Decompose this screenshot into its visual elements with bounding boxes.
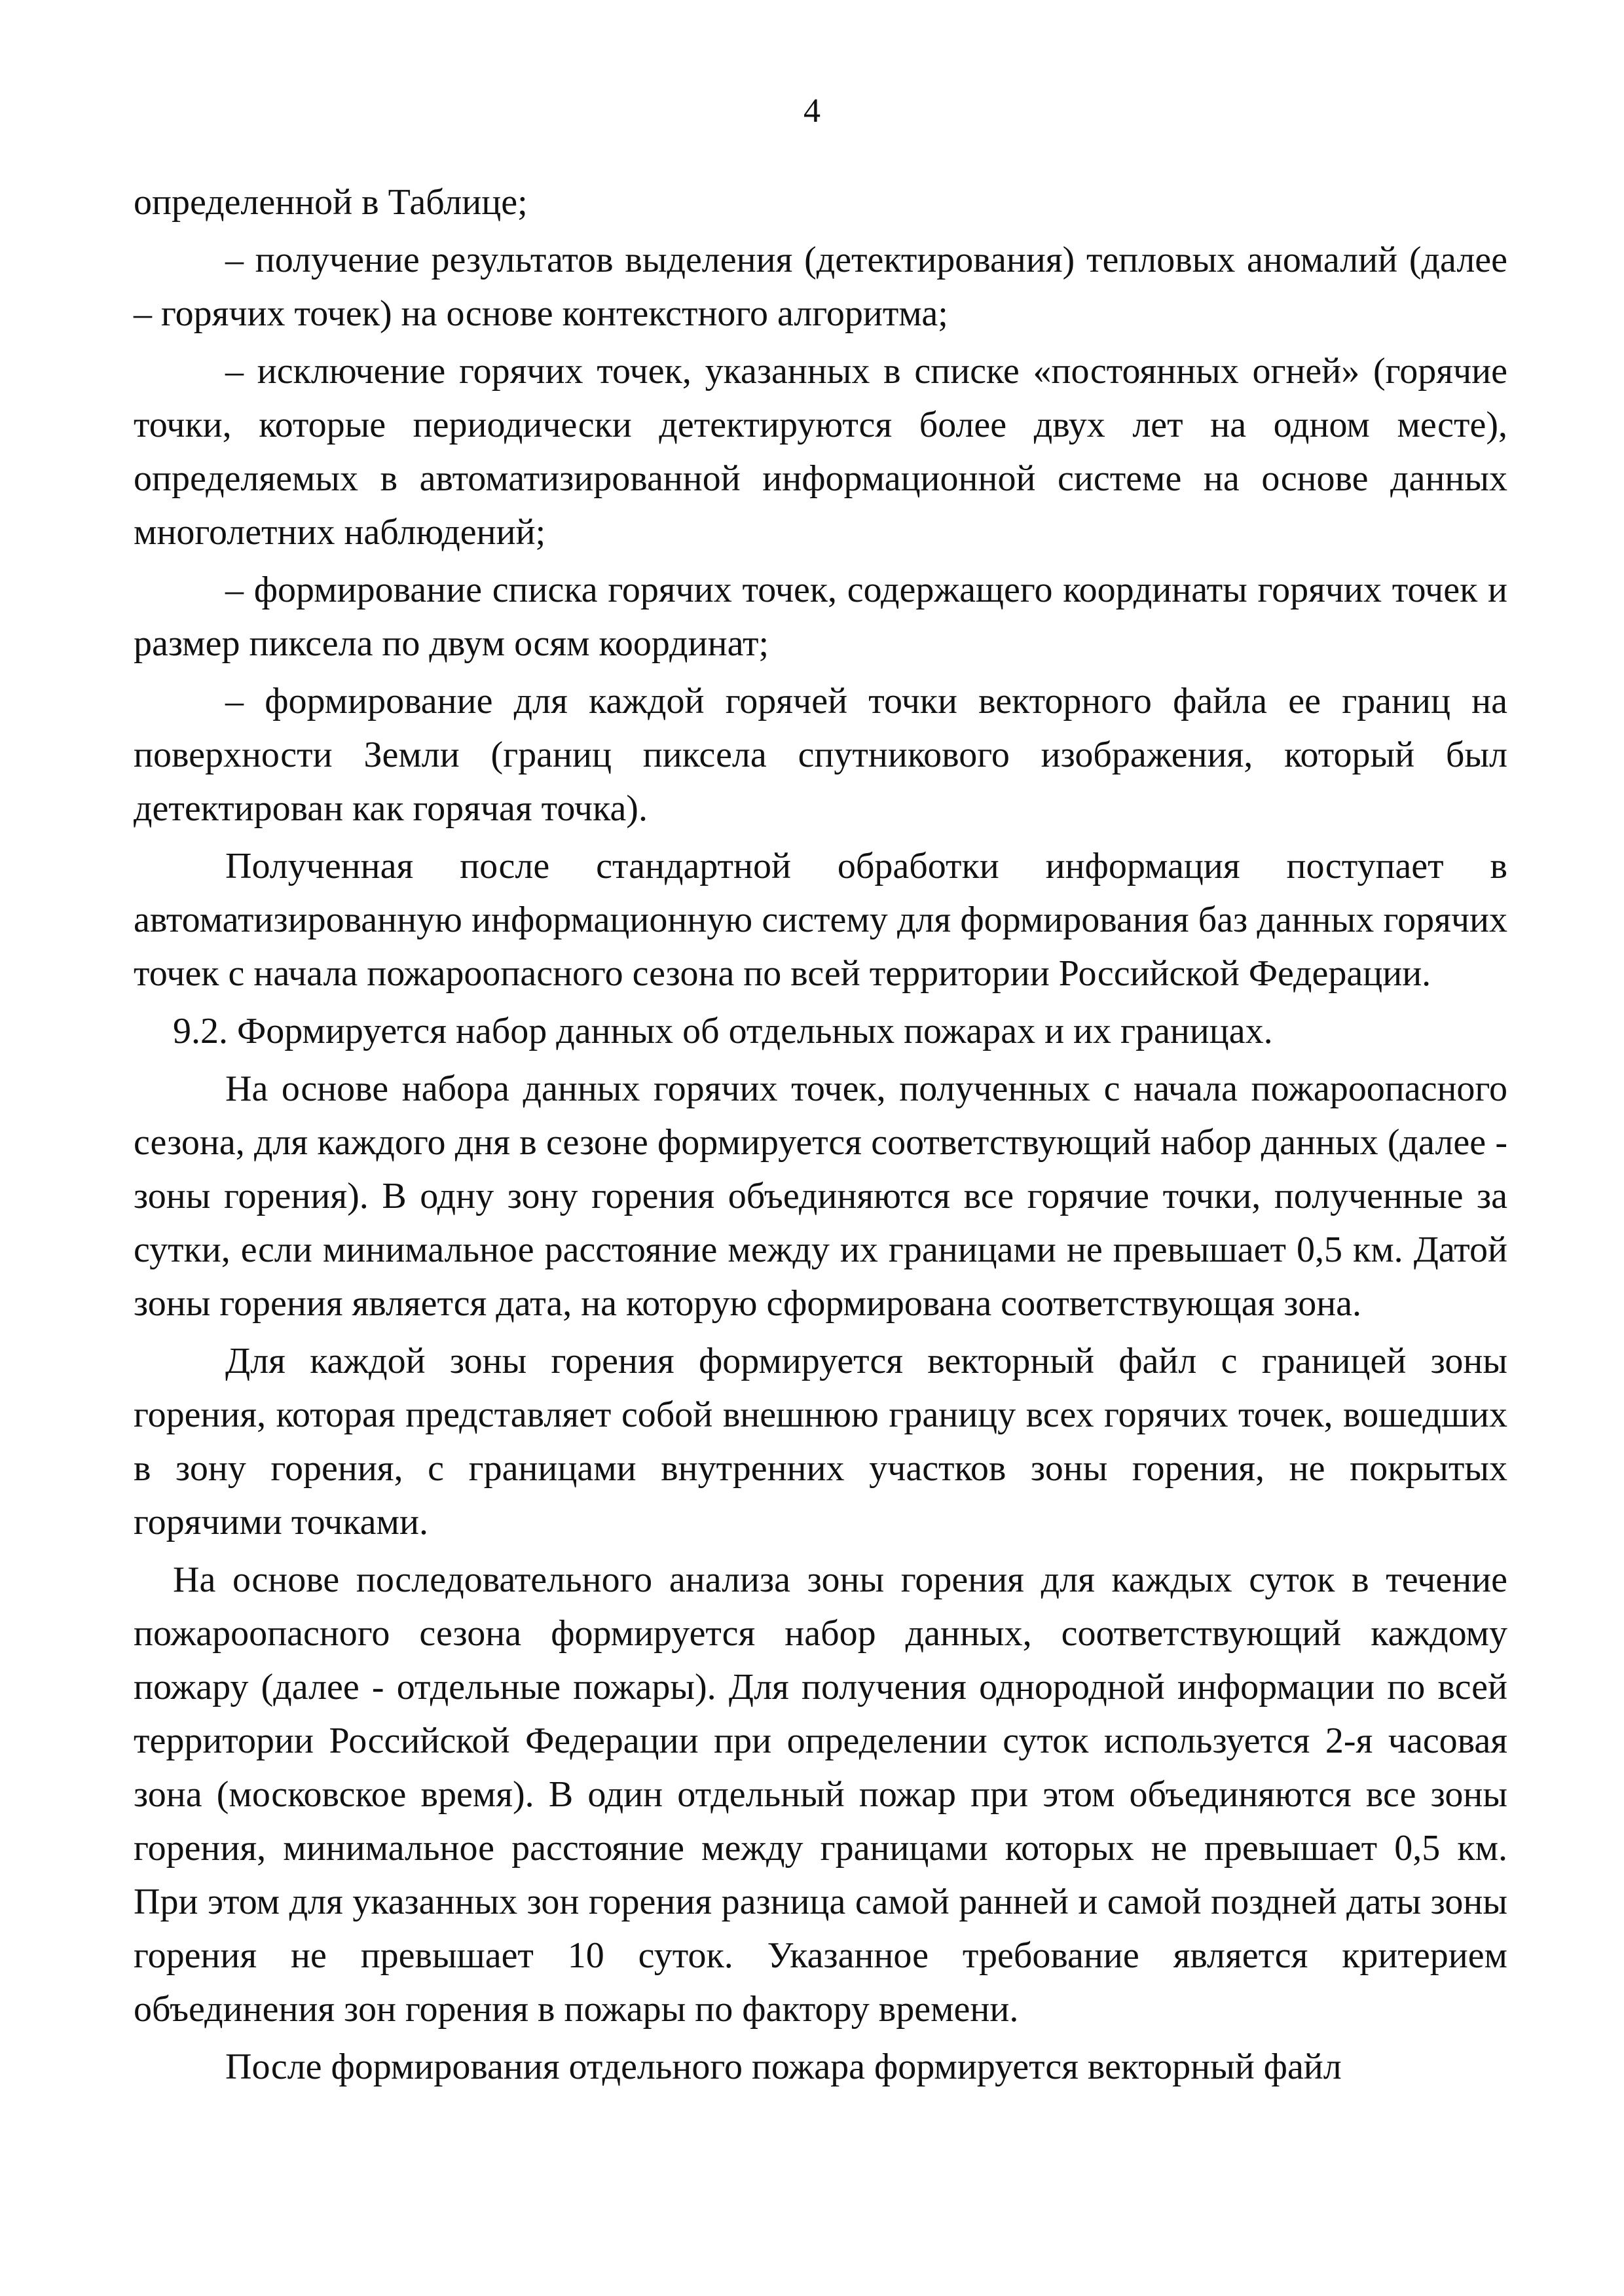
document-body xyxy=(134,175,1507,2094)
paragraph-fire-vector-file: После формирования отдельного пожара формируется векторный файл xyxy=(225,2047,1342,2087)
list-item-hotspot-list: – формирование списка горячих точек, содержащего координаты горячих точек и размер пиксела по двум осям координат; xyxy=(134,570,1507,664)
list-item-permanent-fires-exclusion: – исключение горячих точек, указанных в списке «постоянных огней» (горячие точки, которые периодически детектируются более двух лет на одном месте), определяемых в автоматизированной информационной системе на основе данных многолетних наблюдений; xyxy=(134,351,1507,553)
page-number: 4 xyxy=(803,92,821,130)
section-heading-9-2: 9.2. Формируется набор данных об отдельных пожарах и их границах. xyxy=(173,1011,1273,1051)
paragraph-individual-fires: На основе последовательного анализа зоны горения для каждых суток в течение пожароопасного сезона формируется набор данных, соответствующий каждому пожару (далее - отдельные пожары). Для получения однородной информации по всей территории Российской Федерации при определении суток используется 2-я часовая зона (московское время). В один отдельный пожар при этом объединяются все зоны горения, минимальное расстояние между границами которых не превышает 0,5 км. При этом для указанных зон горения разница самой ранней и самой поздней даты зоны горения не превышает 10 суток. Указанное требование является критерием объединения зон горения в пожары по фактору времени. xyxy=(134,1559,1507,2030)
paragraph-table-continuation: определенной в Таблице; xyxy=(134,182,528,223)
paragraph-standard-processing: Полученная после стандартной обработки информация поступает в автоматизированную информационную систему для формирования баз данных горячих точек с начала пожароопасного сезона по всей территории Российской Федерации. xyxy=(134,846,1507,994)
paragraph-burning-zone-vector: Для каждой зоны горения формируется векторный файл с границей зоны горения, которая представляет собой внешнюю границу всех горячих точек, вошедших в зону горения, с границами внутренних участков зоны горения, не покрытых горячими точками. xyxy=(134,1341,1507,1542)
list-item-hotspot-detection: – получение результатов выделения (детектирования) тепловых аномалий (далее – горячих точек) на основе контекстного алгоритма; xyxy=(134,240,1507,334)
list-item-vector-file: – формирование для каждой горячей точки векторного файла ее границ на поверхности Земли (границ пиксела спутникового изображения, который был детектирован как горячая точка). xyxy=(134,681,1507,829)
paragraph-burning-zones: На основе набора данных горячих точек, полученных с начала пожароопасного сезона, для каждого дня в сезоне формируется соответствующий набор данных (далее - зоны горения). В одну зону горения объединяются все горячие точки, полученные за сутки, если минимальное расстояние между их границами не превышает 0,5 км. Датой зоны горения является дата, на которую сформирована соответствующая зона. xyxy=(134,1068,1507,1324)
